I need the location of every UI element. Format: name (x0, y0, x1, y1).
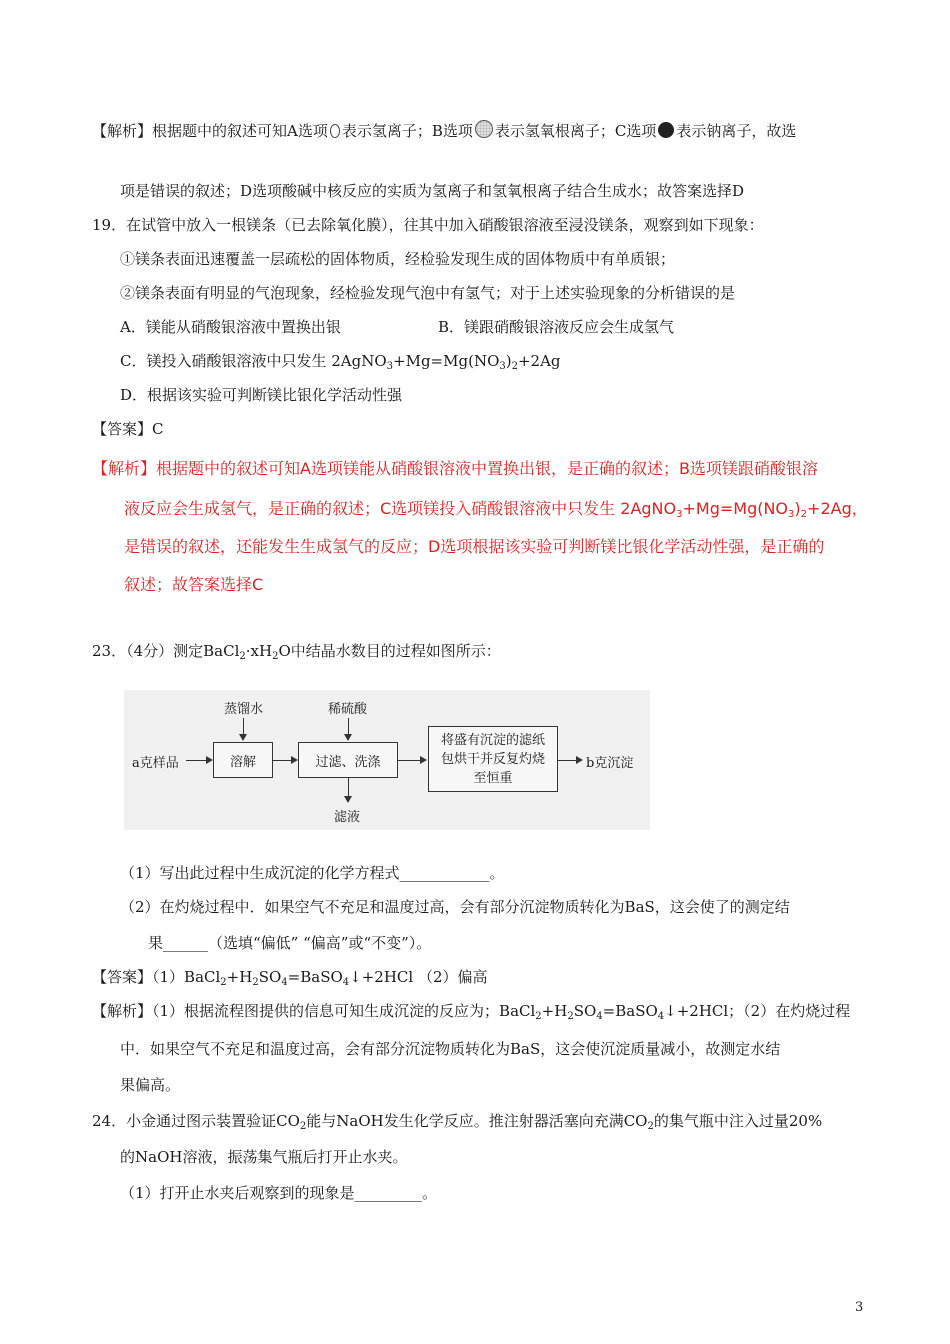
analysis-text: +H (541, 1002, 568, 1020)
subscript: 2 (800, 509, 808, 520)
analysis-text: +2Ag， (807, 499, 868, 518)
sodium-ion-icon (658, 122, 674, 138)
flow-box-filter-wash: 过滤、洗涤 (298, 742, 398, 778)
subscript: 4 (342, 977, 350, 988)
analysis-text: ) (794, 499, 801, 518)
option-d: D．根据该实验可判断镁比银化学活动性强 (120, 386, 403, 404)
subscript: 2 (272, 651, 279, 662)
arrow-head (344, 734, 352, 741)
question-23-analysis-line-3: 果偏高。 (120, 1076, 181, 1094)
arrow-line (348, 778, 349, 796)
question-19-analysis-line-3: 是错误的叙述，还能发生生成氢气的反应；D选项根据该实验可判断镁比银化学活动性强，是正确的 (124, 537, 825, 556)
question-19-analysis-line-4: 叙述；故答案选择C (124, 575, 264, 594)
stem-text: 24．小金通过图示装置验证CO (92, 1112, 300, 1130)
question-19-analysis-line-1: 【解析】根据题中的叙述可知A选项镁能从硝酸银溶液中置换出银，是正确的叙述；B选项镁跟硝酸银溶 (92, 459, 818, 478)
option-c (120, 350, 561, 378)
stem-text: 23．（4分）测定BaCl (92, 642, 240, 660)
analysis-text: 表示氢离子；B选项 (341, 122, 473, 140)
answer-text: 【答案】（1）BaCl (92, 968, 221, 986)
subscript: 2 (239, 651, 246, 662)
analysis-text: 表示氢氧根离子；C选项 (494, 122, 657, 140)
option-c-text: ) (505, 352, 512, 370)
arrow-head (239, 734, 247, 741)
analysis-text: ↓+2HCl；（2）在灼烧过程 (664, 1002, 851, 1020)
arrow-head (291, 756, 298, 764)
flow-bottom-label: 滤液 (334, 810, 361, 825)
flow-box-dry-burn: 将盛有沉淀的滤纸包烘干并反复灼烧至恒重 (428, 726, 558, 792)
question-19-observation-2: ②镁条表面有明显的气泡现象，经检验发现气泡中有氢气；对于上述实验现象的分析错误的是 (120, 284, 736, 302)
option-c-text: +Mg=Mg(NO (393, 352, 500, 370)
arrow-line (186, 760, 206, 761)
flow-top-label-2: 稀硫酸 (328, 702, 368, 717)
analysis-text: +Mg=Mg(NO (682, 499, 789, 518)
arrow-line (558, 760, 576, 761)
answer-text: =BaSO (287, 968, 343, 986)
flow-top-label-1: 蒸馏水 (224, 702, 264, 717)
analysis-text: 表示钠离子，故选 (676, 122, 797, 140)
arrow-head (344, 796, 352, 803)
analysis-18-line-1 (92, 120, 796, 142)
subscript: 2 (535, 1011, 542, 1022)
analysis-18-line-2: 项是错误的叙述；D选项酸碱中核反应的实质为氢离子和氢氧根离子结合生成水；故答案选择D (120, 182, 745, 200)
subscript: 3 (788, 509, 795, 520)
subscript: 2 (299, 1121, 307, 1132)
arrow-line (243, 718, 244, 734)
question-23-sub-2: （2）在灼烧过程中．如果空气不充足和温度过高，会有部分沉淀物质转化为BaS，这会使了的测定结 (120, 898, 790, 916)
option-c-text: +2Ag (517, 352, 561, 370)
question-24-stem (92, 1110, 822, 1138)
answer-text: SO (258, 968, 282, 986)
option-b: B．镁跟硝酸银溶液反应会生成氢气 (438, 318, 675, 336)
question-24-stem-line-2: 的NaOH溶液，振荡集气瓶后打开止水夹。 (120, 1148, 408, 1166)
subscript: 2 (647, 1121, 654, 1132)
question-19-observation-1: ①镁条表面迅速覆盖一层疏松的固体物质，经检验发现生成的固体物质中有单质银； (120, 250, 676, 268)
option-a: A．镁能从硝酸银溶液中置换出银 (120, 318, 341, 336)
question-23-analysis-line-2: 中．如果空气不充足和温度过高，会有部分沉淀物质转化为BaS，这会使沉淀质量减小，故测定水结 (120, 1040, 781, 1058)
subscript: 2 (220, 977, 227, 988)
option-c-text: C．镁投入硝酸银溶液中只发生 2AgNO (120, 352, 387, 370)
question-19-stem: 19．在试管中放入一根镁条（已去除氧化膜），往其中加入硝酸银溶液至浸没镁条，观察到如下现象： (92, 216, 764, 234)
question-19-analysis-line-2 (124, 498, 868, 526)
subscript: 4 (596, 1011, 603, 1022)
stem-text: ·xH (245, 642, 273, 660)
question-23-stem (92, 640, 501, 668)
subscript: 3 (499, 361, 506, 372)
page-number: 3 (855, 1300, 864, 1315)
subscript: 2 (511, 361, 518, 372)
question-23-answer (92, 966, 488, 994)
stem-text: 能与NaOH发生化学反应。推注射器活塞向充满CO (306, 1112, 648, 1130)
arrow-line (348, 718, 349, 734)
arrow-head (576, 756, 583, 764)
stem-text: 的集气瓶中注入过量20% (653, 1112, 823, 1130)
hydrogen-ion-icon (330, 124, 340, 138)
question-19-answer: 【答案】C (92, 420, 164, 438)
subscript: 4 (657, 1011, 665, 1022)
flow-input-label: a克样品 (132, 756, 179, 771)
subscript: 3 (676, 509, 683, 520)
analysis-text: =BaSO (602, 1002, 658, 1020)
subscript: 2 (252, 977, 259, 988)
analysis-text: SO (573, 1002, 597, 1020)
analysis-label: 【解析】 (92, 122, 153, 140)
analysis-text: 液反应会生成氢气，是正确的叙述；C选项镁投入硝酸银溶液中只发生 2AgNO (124, 499, 677, 518)
question-23-sub-1: （1）写出此过程中生成沉淀的化学方程式____________。 (120, 864, 505, 882)
arrow-head (420, 756, 427, 764)
stem-text: O中结晶水数目的过程如图所示： (278, 642, 501, 660)
hydroxide-ion-icon (475, 120, 493, 138)
question-23-analysis-line-1 (92, 1000, 850, 1028)
arrow-line (273, 760, 291, 761)
flow-box-dissolve: 溶解 (213, 742, 273, 778)
answer-text: ↓+2HCl （2）偏高 (349, 968, 488, 986)
arrow-line (398, 760, 420, 761)
question-23-sub-2-cont: 果______（选填“偏低” “偏高”或“不变”）。 (148, 934, 432, 952)
subscript: 2 (567, 1011, 574, 1022)
process-flowchart (124, 690, 650, 830)
arrow-head (206, 756, 213, 764)
subscript: 3 (386, 361, 394, 372)
subscript: 4 (281, 977, 288, 988)
answer-text: +H (226, 968, 253, 986)
flow-output-label: b克沉淀 (586, 756, 634, 771)
analysis-text: 【解析】（1）根据流程图提供的信息可知生成沉淀的反应为；BaCl (92, 1002, 536, 1020)
question-24-sub-1: （1）打开止水夹后观察到的现象是_________。 (120, 1184, 438, 1202)
analysis-text: 根据题中的叙述可知A选项 (152, 122, 328, 140)
